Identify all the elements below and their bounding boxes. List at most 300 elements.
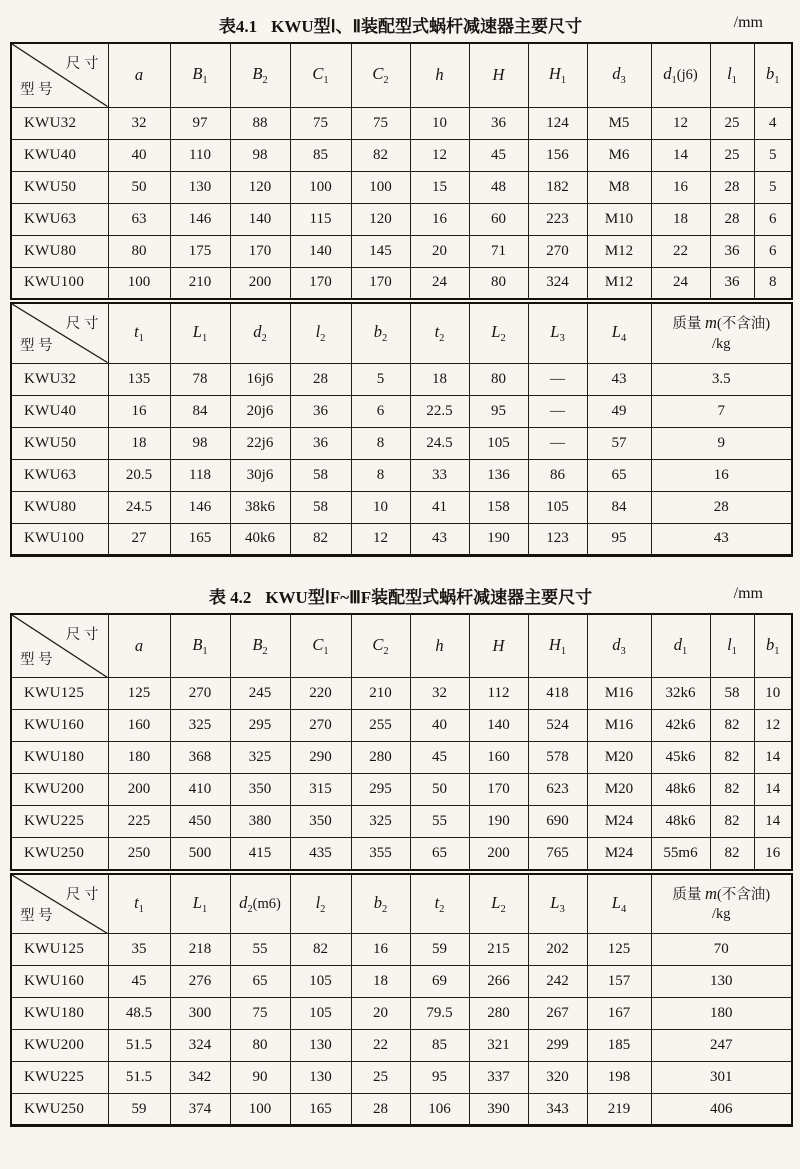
- column-header: [230, 303, 290, 363]
- math-subscript: 2: [262, 75, 268, 87]
- table-row: [11, 998, 792, 1030]
- math-symbol: l: [315, 322, 321, 342]
- math-subscript: 2: [439, 903, 445, 915]
- cell: 95: [469, 395, 528, 427]
- math-subscript: 1: [560, 75, 567, 87]
- cell: 42k6: [651, 710, 710, 742]
- cell: 50: [410, 774, 469, 806]
- math-suffix: (m6): [252, 895, 281, 912]
- cell: 78: [170, 363, 230, 395]
- table-4-1-heading: KWU型Ⅰ、Ⅱ装配型式蜗杆减速器主要尺寸: [271, 17, 583, 36]
- cell: 86: [528, 459, 587, 491]
- cell: 380: [230, 806, 290, 838]
- math-symbol: h: [435, 65, 444, 85]
- mass-cell: 70: [651, 934, 792, 966]
- cell: 63: [108, 203, 170, 235]
- column-header: [290, 614, 351, 678]
- math-symbol: a: [134, 635, 144, 655]
- math-subscript: 4: [620, 903, 627, 915]
- cell: M16: [587, 710, 651, 742]
- row-model: KWU160: [11, 966, 108, 998]
- cell: 51.5: [108, 1030, 170, 1062]
- column-header: [170, 614, 230, 678]
- cell: M16: [587, 678, 651, 710]
- math-suffix: (j6): [676, 67, 698, 84]
- mass-cell: 247: [651, 1030, 792, 1062]
- mass-header-math: m: [705, 313, 717, 333]
- cell: 146: [170, 203, 230, 235]
- column-header: [710, 614, 754, 678]
- math-symbol: l: [727, 634, 732, 654]
- cell: 24.5: [108, 491, 170, 523]
- cell: 315: [290, 774, 351, 806]
- cell: 16: [351, 934, 410, 966]
- cell: 36: [290, 395, 351, 427]
- cell: 245: [230, 678, 290, 710]
- math-subscript: 1: [202, 645, 208, 657]
- math-symbol: B: [252, 64, 263, 84]
- row-model: KWU80: [11, 235, 108, 267]
- cell: 200: [108, 774, 170, 806]
- cell: M24: [587, 806, 651, 838]
- mass-header-unit: /kg: [712, 335, 731, 352]
- cell: 623: [528, 774, 587, 806]
- corner-label-dimension: 尺 寸: [65, 316, 99, 332]
- column-header: [469, 303, 528, 363]
- cell: M20: [587, 742, 651, 774]
- math-symbol: b: [373, 322, 382, 342]
- row-model: KWU180: [11, 998, 108, 1030]
- math-subscript: 2: [439, 333, 445, 345]
- corner-label-dimension: 尺 寸: [65, 56, 99, 72]
- math-symbol: l: [315, 892, 321, 912]
- cell: 690: [528, 806, 587, 838]
- cell: 48k6: [651, 774, 710, 806]
- row-model: KWU225: [11, 1062, 108, 1094]
- cell: 40k6: [230, 523, 290, 555]
- header-row: [11, 614, 792, 678]
- column-header: [528, 614, 587, 678]
- math-subscript: 2: [382, 333, 388, 345]
- cell: 267: [528, 998, 587, 1030]
- mass-header-line1: [652, 883, 792, 906]
- math-symbol: C: [312, 64, 324, 84]
- cell: 58: [710, 678, 754, 710]
- cell: 22: [651, 235, 710, 267]
- cell: 242: [528, 966, 587, 998]
- cell: 190: [469, 806, 528, 838]
- header-row: [11, 43, 792, 107]
- mass-cell: 406: [651, 1094, 792, 1126]
- column-header: [754, 43, 792, 107]
- math-symbol: b: [766, 634, 775, 654]
- cell: 418: [528, 678, 587, 710]
- column-header: [170, 303, 230, 363]
- math-subscript: 1: [138, 903, 144, 915]
- cell: 410: [170, 774, 230, 806]
- math-subscript: 1: [774, 645, 780, 657]
- column-header: [528, 303, 587, 363]
- cell: 202: [528, 934, 587, 966]
- cell: —: [528, 363, 587, 395]
- column-header: [351, 874, 410, 934]
- cell: 157: [587, 966, 651, 998]
- corner-label-model: 型 号: [20, 652, 53, 668]
- cell: 65: [230, 966, 290, 998]
- cell: 165: [170, 523, 230, 555]
- cell: 295: [230, 710, 290, 742]
- cell: 22.5: [410, 395, 469, 427]
- cell: 270: [170, 678, 230, 710]
- row-model: KWU250: [11, 838, 108, 870]
- table-row: [11, 806, 792, 838]
- math-subscript: 1: [560, 645, 567, 657]
- table-4-2-unit: /mm: [733, 584, 763, 602]
- cell: 82: [710, 806, 754, 838]
- cell: 33: [410, 459, 469, 491]
- cell: 18: [410, 363, 469, 395]
- cell: 165: [290, 1094, 351, 1126]
- cell: 75: [230, 998, 290, 1030]
- corner-cell: [11, 874, 108, 934]
- table-row: [11, 395, 792, 427]
- table-row: [11, 203, 792, 235]
- column-header: [410, 614, 469, 678]
- mass-cell: 3.5: [651, 363, 792, 395]
- mass-header-math: m: [705, 883, 717, 903]
- row-model: KWU125: [11, 934, 108, 966]
- column-header: [651, 43, 710, 107]
- mass-cell: 301: [651, 1062, 792, 1094]
- cell: 20.5: [108, 459, 170, 491]
- cell: 69: [410, 966, 469, 998]
- cell: 75: [290, 107, 351, 139]
- math-symbol: B: [192, 64, 203, 84]
- math-subscript: 2: [383, 75, 389, 87]
- mass-cell: 130: [651, 966, 792, 998]
- table-row: [11, 235, 792, 267]
- cell: 500: [170, 838, 230, 870]
- math-subscript: 2: [261, 333, 267, 345]
- mass-header: [651, 874, 792, 934]
- cell: 435: [290, 838, 351, 870]
- mass-cell: 180: [651, 998, 792, 1030]
- cell: 24: [410, 267, 469, 299]
- cell: M8: [587, 171, 651, 203]
- row-model: KWU40: [11, 395, 108, 427]
- cell: 200: [469, 838, 528, 870]
- cell: 95: [587, 523, 651, 555]
- cell: M20: [587, 774, 651, 806]
- cell: 324: [170, 1030, 230, 1062]
- table-row: [11, 523, 792, 555]
- table-4-2-number: 表 4.2: [208, 587, 252, 607]
- cell: —: [528, 395, 587, 427]
- math-symbol: L: [550, 892, 560, 912]
- cell: 14: [754, 742, 792, 774]
- column-header: [754, 614, 792, 678]
- math-symbol: b: [766, 64, 775, 84]
- row-model: KWU100: [11, 523, 108, 555]
- table-row: [11, 139, 792, 171]
- cell: 12: [651, 107, 710, 139]
- math-symbol: C: [312, 634, 324, 654]
- math-symbol: L: [491, 322, 501, 342]
- cell: 8: [754, 267, 792, 299]
- math-subscript: 3: [559, 333, 565, 345]
- cell: 35: [108, 934, 170, 966]
- cell: 210: [170, 267, 230, 299]
- cell: 6: [754, 235, 792, 267]
- cell: 295: [351, 774, 410, 806]
- cell: 342: [170, 1062, 230, 1094]
- table-row: [11, 171, 792, 203]
- mass-cell: 9: [651, 427, 792, 459]
- cell: 25: [710, 107, 754, 139]
- table-4-1-unit: /mm: [733, 14, 763, 31]
- cell: 82: [351, 139, 410, 171]
- cell: 280: [351, 742, 410, 774]
- column-header: [290, 43, 351, 107]
- cell: 270: [290, 710, 351, 742]
- math-symbol: L: [611, 892, 621, 912]
- math-subscript: 3: [559, 903, 565, 915]
- math-subscript: 2: [320, 903, 326, 915]
- cell: 82: [290, 523, 351, 555]
- cell: 65: [587, 459, 651, 491]
- cell: 32: [108, 107, 170, 139]
- cell: 20: [351, 998, 410, 1030]
- cell: 130: [170, 171, 230, 203]
- math-symbol: h: [435, 635, 444, 655]
- cell: 12: [410, 139, 469, 171]
- cell: 41: [410, 491, 469, 523]
- cell: M5: [587, 107, 651, 139]
- math-symbol: H: [492, 635, 505, 655]
- cell: 32: [410, 678, 469, 710]
- column-header: [587, 303, 651, 363]
- cell: 350: [230, 774, 290, 806]
- cell: 85: [290, 139, 351, 171]
- row-model: KWU63: [11, 203, 108, 235]
- cell: 180: [108, 742, 170, 774]
- cell: 12: [351, 523, 410, 555]
- cell: 82: [710, 774, 754, 806]
- math-subscript: 1: [323, 75, 329, 87]
- cell: 84: [170, 395, 230, 427]
- cell: 28: [710, 203, 754, 235]
- math-subscript: 2: [500, 903, 506, 915]
- cell: 325: [170, 710, 230, 742]
- math-symbol: b: [373, 892, 382, 912]
- table-4-2-part-2: [10, 873, 793, 1128]
- row-model: KWU80: [11, 491, 108, 523]
- cell: 59: [108, 1094, 170, 1126]
- column-header: [108, 614, 170, 678]
- cell: M12: [587, 235, 651, 267]
- cell: 100: [351, 171, 410, 203]
- math-symbol: B: [192, 634, 203, 654]
- cell: 16: [651, 171, 710, 203]
- cell: 415: [230, 838, 290, 870]
- math-subscript: 4: [620, 333, 627, 345]
- cell: 48.5: [108, 998, 170, 1030]
- cell: 48: [469, 171, 528, 203]
- cell: 84: [587, 491, 651, 523]
- cell: 98: [170, 427, 230, 459]
- header-row: [11, 874, 792, 934]
- cell: 82: [710, 710, 754, 742]
- column-header: [410, 874, 469, 934]
- cell: 4: [754, 107, 792, 139]
- cell: 59: [410, 934, 469, 966]
- math-symbol: d: [663, 64, 672, 84]
- cell: M6: [587, 139, 651, 171]
- cell: 10: [351, 491, 410, 523]
- row-model: KWU125: [11, 678, 108, 710]
- math-subscript: 1: [201, 333, 208, 345]
- table-row: [11, 1062, 792, 1094]
- cell: 350: [290, 806, 351, 838]
- row-model: KWU100: [11, 267, 108, 299]
- cell: 40: [410, 710, 469, 742]
- math-symbol: B: [252, 634, 263, 654]
- math-subscript: 1: [201, 903, 208, 915]
- math-symbol: H: [548, 64, 561, 84]
- cell: 125: [587, 934, 651, 966]
- math-subscript: 2: [382, 903, 388, 915]
- math-symbol: C: [372, 634, 384, 654]
- cell: 374: [170, 1094, 230, 1126]
- cell: 16: [754, 838, 792, 870]
- cell: 82: [710, 838, 754, 870]
- cell: 100: [290, 171, 351, 203]
- corner-label-model: 型 号: [20, 81, 53, 98]
- cell: 55m6: [651, 838, 710, 870]
- cell: 48k6: [651, 806, 710, 838]
- cell: 145: [351, 235, 410, 267]
- cell: 16: [410, 203, 469, 235]
- corner-cell: [11, 43, 108, 107]
- cell: 105: [290, 966, 351, 998]
- cell: 88: [230, 107, 290, 139]
- column-header: [469, 43, 528, 107]
- column-header: [410, 43, 469, 107]
- mass-cell: 16: [651, 459, 792, 491]
- cell: 325: [351, 806, 410, 838]
- mass-header-pre: 质量: [672, 886, 706, 903]
- math-symbol: L: [192, 892, 202, 912]
- cell: 198: [587, 1062, 651, 1094]
- row-model: KWU225: [11, 806, 108, 838]
- column-header: [528, 43, 587, 107]
- cell: 324: [528, 267, 587, 299]
- cell: 110: [170, 139, 230, 171]
- cell: 106: [410, 1094, 469, 1126]
- cell: 321: [469, 1030, 528, 1062]
- header-row: [11, 303, 792, 363]
- cell: 98: [230, 139, 290, 171]
- cell: 30j6: [230, 459, 290, 491]
- row-model: KWU200: [11, 1030, 108, 1062]
- mass-header-post: (不含油): [716, 886, 771, 903]
- cell: 170: [351, 267, 410, 299]
- cell: 24: [651, 267, 710, 299]
- cell: 160: [108, 710, 170, 742]
- cell: 175: [170, 235, 230, 267]
- column-header: [170, 43, 230, 107]
- cell: 16j6: [230, 363, 290, 395]
- cell: 82: [710, 742, 754, 774]
- math-symbol: l: [727, 64, 732, 84]
- cell: 300: [170, 998, 230, 1030]
- math-symbol: L: [611, 322, 621, 342]
- cell: 14: [651, 139, 710, 171]
- column-header: [170, 874, 230, 934]
- table-row: [11, 363, 792, 395]
- column-header: [351, 43, 410, 107]
- math-symbol: t: [434, 892, 440, 912]
- table-row: [11, 1094, 792, 1126]
- column-header: [108, 303, 170, 363]
- cell: 95: [410, 1062, 469, 1094]
- math-subscript: 2: [500, 333, 506, 345]
- math-subscript: 2: [383, 645, 389, 657]
- cell: 355: [351, 838, 410, 870]
- math-symbol: d: [239, 892, 248, 912]
- cell: 22: [351, 1030, 410, 1062]
- cell: 100: [230, 1094, 290, 1126]
- table-row: [11, 678, 792, 710]
- corner-label-dimension: 尺 寸: [65, 886, 99, 903]
- column-header: [230, 874, 290, 934]
- math-subscript: 1: [323, 645, 329, 657]
- row-model: KWU160: [11, 710, 108, 742]
- cell: 765: [528, 838, 587, 870]
- cell: 130: [290, 1062, 351, 1094]
- math-subscript: 1: [671, 75, 677, 87]
- cell: M24: [587, 838, 651, 870]
- cell: 220: [290, 678, 351, 710]
- cell: 79.5: [410, 998, 469, 1030]
- table-row: [11, 459, 792, 491]
- math-subscript: 1: [774, 75, 780, 87]
- math-symbol: C: [372, 64, 384, 84]
- cell: 28: [290, 363, 351, 395]
- cell: 182: [528, 171, 587, 203]
- math-subscript: 1: [731, 75, 737, 87]
- cell: 15: [410, 171, 469, 203]
- cell: 115: [290, 203, 351, 235]
- cell: 75: [351, 107, 410, 139]
- cell: 28: [351, 1094, 410, 1126]
- cell: 20j6: [230, 395, 290, 427]
- cell: 5: [351, 363, 410, 395]
- row-model: KWU40: [11, 139, 108, 171]
- column-header: [290, 874, 351, 934]
- cell: 27: [108, 523, 170, 555]
- table-row: [11, 742, 792, 774]
- table-4-2-block: [10, 583, 791, 1128]
- column-header: [230, 43, 290, 107]
- cell: 82: [290, 934, 351, 966]
- cell: 25: [710, 139, 754, 171]
- column-header: [651, 614, 710, 678]
- cell: 24.5: [410, 427, 469, 459]
- corner-label-model: 型 号: [20, 337, 53, 354]
- cell: 18: [108, 427, 170, 459]
- cell: 170: [469, 774, 528, 806]
